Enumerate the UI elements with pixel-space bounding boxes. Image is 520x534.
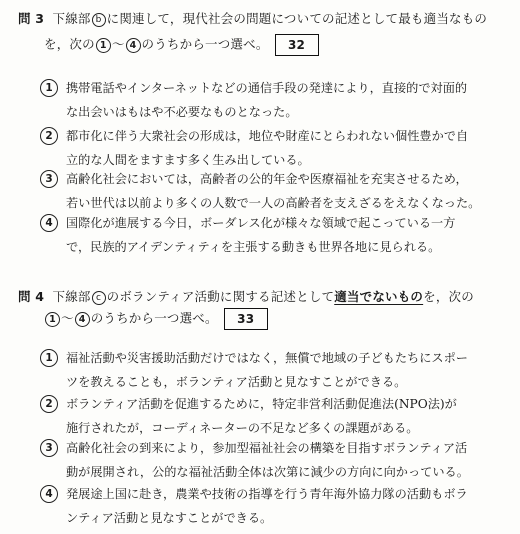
q3-stem-line2: [44, 34, 319, 56]
q3-option-3: [45, 167, 506, 215]
q3-option-1: [45, 76, 506, 124]
q3-stem-line1: [18, 9, 487, 27]
q4-stem-part-d: のうちから一つ選べ。: [90, 310, 218, 326]
q3-option-2: [45, 124, 506, 172]
option-number-marker: 4: [40, 485, 58, 503]
q3-option-4: [45, 211, 506, 259]
q3-stem-part-a: 下線部: [52, 11, 91, 26]
option-text-line: ンティア活動と見なすことができる。: [66, 511, 273, 525]
option-text-line: 施行されたが，コーディネーターの不足など多くの課題がある。: [66, 421, 419, 435]
option-number-marker: 1: [40, 349, 58, 367]
option-number-marker: 3: [40, 439, 58, 457]
q4-range-end: 4: [75, 312, 90, 327]
option-text-line: ツを教えることも，ボランティア活動と見なすことができる。: [66, 375, 407, 389]
option-text-line: 都市化に伴う大衆社会の形成は，地位や財産にとらわれない個性豊かで自: [66, 129, 469, 143]
q4-emphasis-not-appropriate: 適当でないもの: [334, 289, 424, 304]
option-text-line: 国際化が進展する今日，ボーダレス化が様々な領域で起こっている一方: [66, 216, 456, 230]
q4-stem-line2: [44, 308, 268, 330]
option-text-line: で，民族的アイデンティティを主張する動きも世界各地に見られる。: [66, 240, 441, 254]
q4-option-1: [45, 346, 506, 394]
option-number-marker: 2: [40, 395, 58, 413]
q4-stem-part-c: を，次の: [423, 289, 474, 304]
option-number-marker: 4: [40, 214, 58, 232]
q3-range-tilde: 〜: [111, 36, 125, 52]
q4-range-start: 1: [45, 312, 60, 327]
option-text-line: 動が展開され，公的な福祉活動全体は次第に減少の方向に向かっている。: [66, 465, 469, 479]
q4-ref-marker: c: [92, 291, 106, 305]
option-number-marker: 2: [40, 127, 58, 145]
option-text-line: 携帯電話やインターネットなどの通信手段の発達により，直接的で対面的: [66, 81, 468, 95]
q4-stem-part-a: 下線部: [52, 289, 91, 304]
option-text-line: 発展途上国に赴き，農業や技術の指導を行う青年海外協力隊の活動もボラ: [66, 487, 468, 501]
q4-option-3: [45, 436, 506, 484]
q3-range-end: 4: [126, 38, 141, 53]
option-text-line: な出会いはもはや不必要なものとなった。: [66, 105, 298, 119]
option-text-line: ボランティア活動を促進するために，特定非営利活動促進法(NPO法)が: [66, 397, 457, 411]
q3-range-start: 1: [96, 38, 111, 53]
option-text-line: 立的な人間をますます多く生み出している。: [66, 153, 310, 167]
option-number-marker: 1: [40, 79, 58, 97]
option-text-line: 若い世代は以前より多くの人数で一人の高齢者を支えざるをえなくなった。: [66, 196, 481, 210]
q4-stem-part-b: のボランティア活動に関する記述として: [106, 289, 335, 304]
q4-answer-box: 33: [224, 308, 268, 330]
option-text-line: 高齢化社会においては，高齢者の公的年金や医療福祉を充実させるため，: [66, 172, 468, 186]
q3-answer-box: 32: [275, 34, 319, 56]
q3-stem-part-c: を，次の: [44, 36, 95, 52]
q4-option-4: [45, 482, 506, 530]
q4-option-2: [45, 392, 506, 440]
q3-label: 問 3: [18, 11, 45, 26]
q3-ref-marker: b: [92, 13, 106, 27]
option-number-marker: 3: [40, 170, 58, 188]
q4-stem-line1: [18, 287, 474, 305]
option-text-line: 高齢化社会の到来により，参加型福祉社会の構築を目指すボランティア活: [66, 441, 468, 455]
q3-stem-part-d: のうちから一つ選べ。: [141, 36, 269, 52]
q4-label: 問 4: [18, 289, 45, 304]
option-text-line: 福祉活動や災害援助活動だけではなく，無償で地域の子どもたちにスポー: [66, 351, 468, 365]
q3-stem-part-b: に関連して，現代社会の問題についての記述として最も適当なもの: [106, 11, 488, 26]
q4-range-tilde: 〜: [61, 310, 74, 326]
